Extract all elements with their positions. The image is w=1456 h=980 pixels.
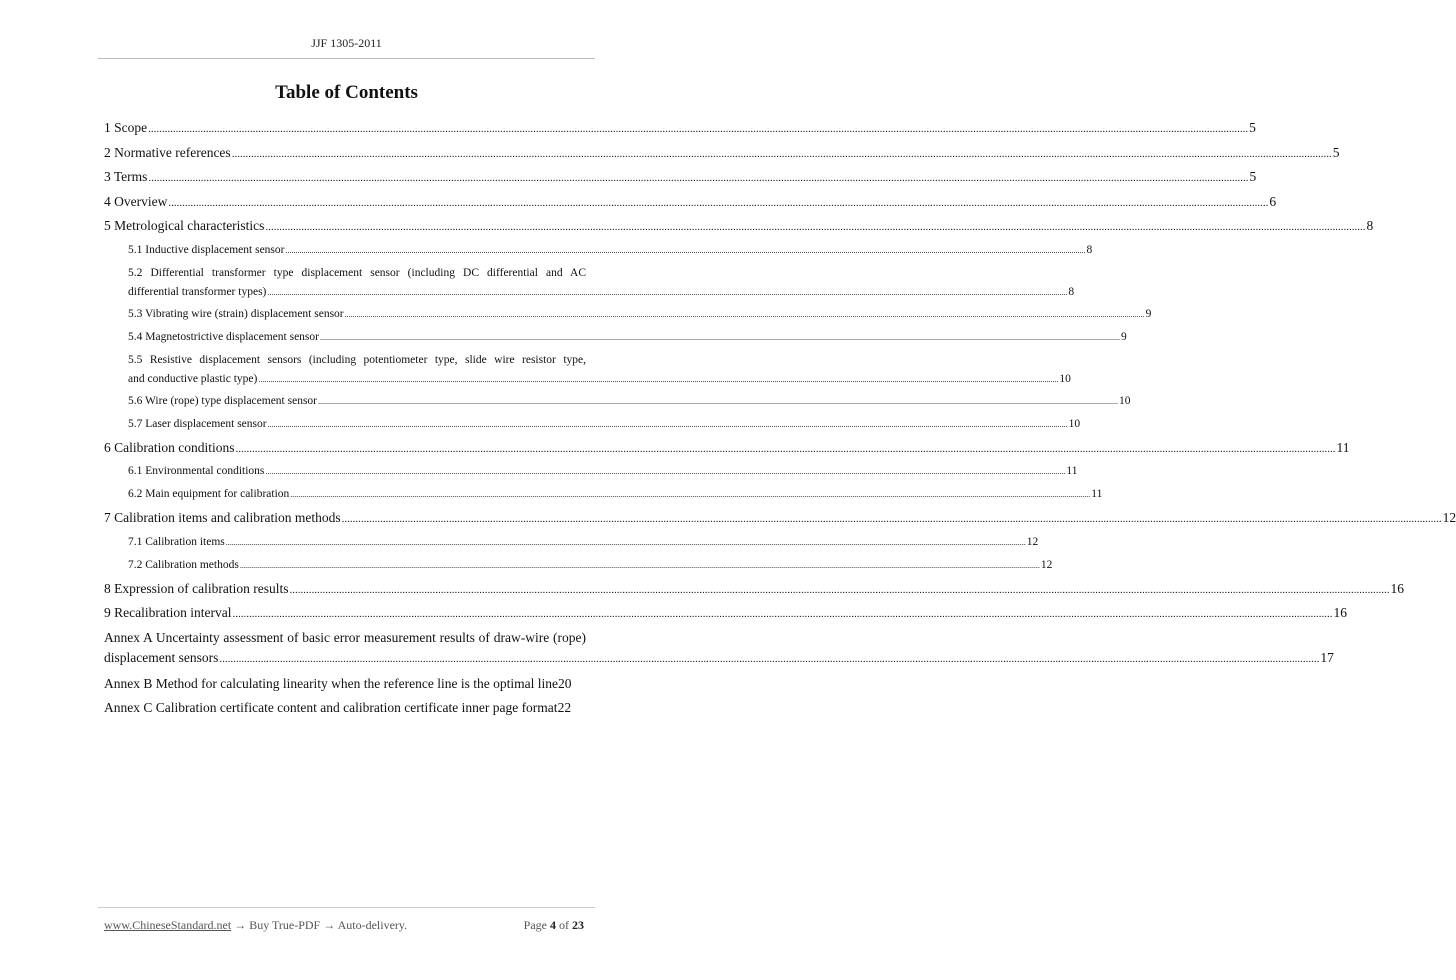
- buy-link[interactable]: Buy True-PDF: [249, 918, 321, 932]
- toc-page-number: 10: [1119, 394, 1131, 407]
- toc-entry-title: 2 Normative references: [104, 144, 231, 160]
- table-of-contents: [104, 118, 1456, 723]
- toc-entry-title: 4 Overview: [104, 193, 168, 209]
- dot-leader: ................................................................................................................................................................................................................................................................................................................................................................................................................: [258, 374, 1059, 384]
- toc-entry[interactable]: [104, 579, 1404, 604]
- dot-leader: ................................................................................................................................................................................................................................................................................................................................................................................................................: [239, 560, 1040, 570]
- dot-leader: ................................................................................................................................................................................................................................................................................................................................................................................................................: [289, 583, 1390, 596]
- current-page: 4: [550, 918, 556, 932]
- toc-entry-title: differential transformer types): [128, 285, 267, 298]
- toc-subentry[interactable]: [104, 351, 1071, 392]
- toc-page-number: 22: [557, 700, 572, 715]
- toc-subentry[interactable]: [104, 556, 1053, 579]
- toc-page-number: 10: [1059, 372, 1071, 385]
- toc-page-number: 12: [1442, 510, 1456, 525]
- toc-page-number: 10: [1068, 417, 1081, 430]
- toc-page-number: 17: [1320, 649, 1334, 665]
- toc-page-number: 5: [1249, 120, 1256, 135]
- toc-subentry[interactable]: [104, 485, 1103, 508]
- toc-entry[interactable]: [104, 508, 1456, 533]
- toc-entry[interactable]: [104, 603, 1347, 628]
- toc-entry-title: Annex C Calibration certificate content and calibration certificate inner page format: [104, 700, 558, 715]
- toc-subentry[interactable]: [104, 241, 1093, 264]
- toc-entry-title: 5 Metrological characteristics: [104, 218, 265, 233]
- toc-page-number: 5: [1332, 144, 1340, 160]
- total-pages: 23: [572, 918, 584, 932]
- toc-entry-title: 5.1 Inductive displacement sensor: [128, 243, 285, 256]
- site-link[interactable]: www.ChineseStandard.net: [104, 918, 232, 932]
- toc-page-number: 9: [1120, 330, 1127, 343]
- toc-entry[interactable]: [104, 216, 1374, 241]
- of-label: of: [559, 918, 569, 932]
- toc-page-number: 11: [1091, 488, 1103, 500]
- toc-entry-title: 7.2 Calibration methods: [128, 558, 239, 571]
- dot-leader: ................................................................................................................................................................................................................................................................................................................................................................................................................: [225, 537, 1026, 547]
- dot-leader: ................................................................................................................................................................................................................................................................................................................................................................................................................: [232, 608, 1333, 620]
- dot-leader: ................................................................................................................................................................................................................................................................................................................................................................................................................: [344, 309, 1145, 319]
- toc-entry-title: 5.3 Vibrating wire (strain) displacement sensor: [128, 307, 344, 320]
- footer-promo: [104, 918, 407, 933]
- dot-leader: ................................................................................................................................................................................................................................................................................................................................................................................................................: [290, 490, 1091, 499]
- toc-entry[interactable]: [104, 438, 1350, 463]
- toc-entry-title: 8 Expression of calibration results: [104, 580, 289, 596]
- footer-divider: [98, 907, 595, 908]
- toc-entry-title: 3 Terms: [104, 169, 148, 184]
- toc-page-number: 6: [1269, 193, 1277, 209]
- toc-subentry[interactable]: [104, 305, 1152, 328]
- toc-entry-title: 6.1 Environmental conditions: [128, 465, 265, 477]
- page-indicator: [524, 918, 584, 933]
- toc-entry[interactable]: [104, 698, 586, 723]
- toc-entry[interactable]: [104, 628, 1334, 674]
- toc-entry[interactable]: [104, 674, 586, 699]
- toc-page-number: 11: [1336, 439, 1350, 455]
- page-label: Page: [523, 918, 547, 932]
- toc-entry[interactable]: [104, 118, 1256, 143]
- running-header: JJF 1305-2011: [311, 36, 382, 50]
- toc-entry-title: 6.2 Main equipment for calibration: [128, 488, 290, 500]
- toc-entry-title-line1: 5.5 Resistive displacement sensors (including potentiometer type, slide wire resistor type,: [128, 353, 586, 366]
- toc-page-number: 8: [1068, 285, 1075, 298]
- delivery-text: Auto-delivery.: [337, 918, 408, 932]
- dot-leader: ................................................................................................................................................................................................................................................................................................................................................................................................................: [285, 245, 1086, 255]
- toc-page-number: 16: [1390, 580, 1404, 596]
- dot-leader: ................................................................................................................................................................................................................................................................................................................................................................................................................: [235, 442, 1336, 455]
- toc-entry-title: and conductive plastic type): [128, 372, 258, 385]
- dot-leader: ................................................................................................................................................................................................................................................................................................................................................................................................................: [148, 123, 1249, 135]
- toc-entry-title: 5.6 Wire (rope) type displacement sensor: [128, 394, 318, 407]
- toc-entry-title: 1 Scope: [104, 120, 148, 135]
- toc-page-number: 5: [1249, 169, 1257, 184]
- toc-entry-title: displacement sensors: [104, 649, 219, 665]
- toc-subentry[interactable]: [104, 328, 1127, 351]
- toc-page-number: 8: [1366, 218, 1374, 233]
- dot-leader: ................................................................................................................................................................................................................................................................................................................................................................................................................: [168, 196, 1269, 209]
- toc-subentry[interactable]: [104, 264, 1075, 305]
- toc-entry[interactable]: [104, 143, 1340, 168]
- toc-page-number: 8: [1086, 243, 1093, 256]
- toc-entry-title-line1: 5.2 Differential transformer type displacement sensor (including DC differential and AC: [128, 266, 586, 279]
- toc-subentry[interactable]: [104, 415, 1081, 438]
- dot-leader: ................................................................................................................................................................................................................................................................................................................................................................................................................: [318, 396, 1119, 406]
- toc-page-number: 11: [1066, 465, 1078, 477]
- toc-page-number: 16: [1333, 605, 1347, 620]
- page-footer: [104, 918, 584, 933]
- toc-entry[interactable]: [104, 167, 1257, 192]
- dot-leader: ................................................................................................................................................................................................................................................................................................................................................................................................................: [267, 419, 1068, 429]
- toc-entry-title: 5.4 Magnetostrictive displacement sensor: [128, 330, 319, 343]
- dot-leader: ................................................................................................................................................................................................................................................................................................................................................................................................................: [341, 513, 1442, 525]
- toc-entry-title: 7 Calibration items and calibration methods: [104, 510, 341, 525]
- dot-leader: ................................................................................................................................................................................................................................................................................................................................................................................................................: [267, 287, 1068, 297]
- toc-entry-title: Annex B Method for calculating linearity when the reference line is the optimal line: [104, 675, 558, 691]
- toc-page-number: 20: [557, 675, 572, 691]
- dot-leader: ................................................................................................................................................................................................................................................................................................................................................................................................................: [231, 147, 1332, 160]
- toc-entry-title: 6 Calibration conditions: [104, 439, 235, 455]
- dot-leader: ................................................................................................................................................................................................................................................................................................................................................................................................................: [219, 652, 1320, 665]
- header-divider: [98, 58, 595, 59]
- dot-leader: ................................................................................................................................................................................................................................................................................................................................................................................................................: [265, 467, 1066, 476]
- toc-entry-title-line1: Annex A Uncertainty assessment of basic error measurement results of draw-wire (rope): [104, 629, 586, 645]
- dot-leader: ................................................................................................................................................................................................................................................................................................................................................................................................................: [319, 332, 1120, 342]
- toc-subentry[interactable]: [104, 392, 1131, 415]
- page-title: Table of Contents: [275, 82, 418, 103]
- toc-entry-title: 7.1 Calibration items: [128, 535, 225, 548]
- toc-entry-title: 5.7 Laser displacement sensor: [128, 417, 267, 430]
- toc-entry[interactable]: [104, 192, 1277, 217]
- dot-leader: ................................................................................................................................................................................................................................................................................................................................................................................................................: [265, 221, 1366, 233]
- toc-page-number: 9: [1145, 307, 1152, 320]
- toc-subentry[interactable]: [104, 533, 1039, 556]
- toc-page-number: 12: [1040, 558, 1053, 571]
- arrow-icon: →: [234, 918, 247, 932]
- toc-subentry[interactable]: [104, 462, 1078, 485]
- toc-page-number: 12: [1026, 535, 1039, 548]
- dot-leader: ................................................................................................................................................................................................................................................................................................................................................................................................................: [148, 172, 1249, 184]
- toc-entry-title: 9 Recalibration interval: [104, 605, 232, 620]
- arrow-icon: →: [323, 918, 336, 932]
